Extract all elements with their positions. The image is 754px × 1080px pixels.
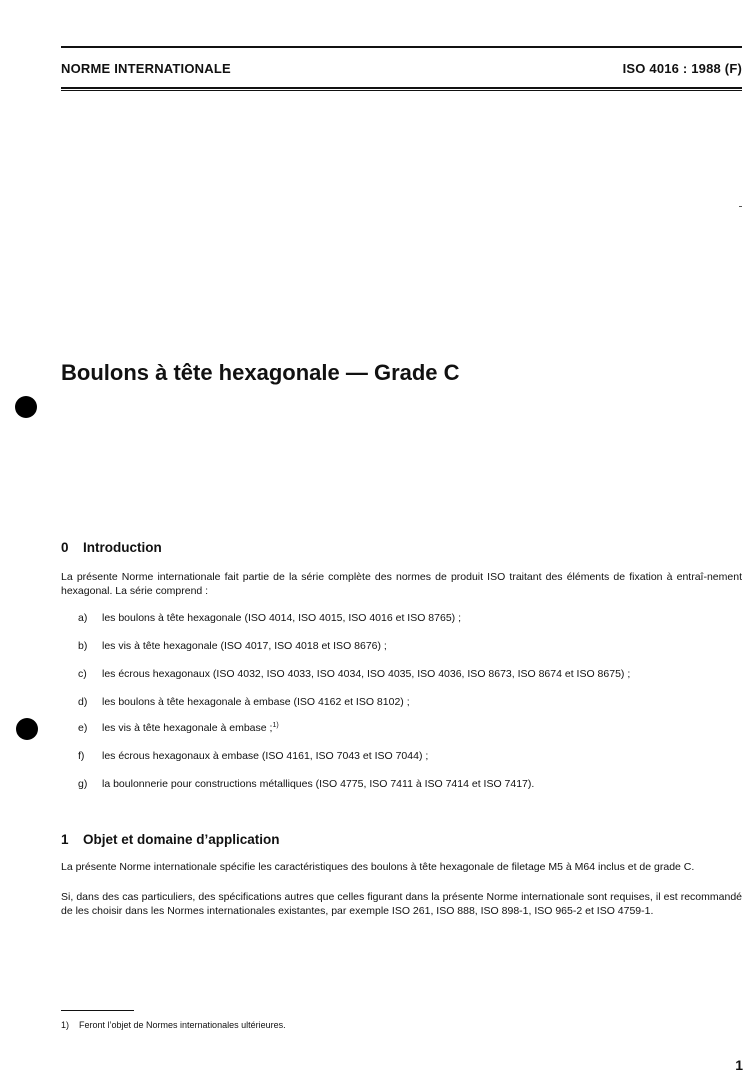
footnote-reference: 1) xyxy=(272,722,279,729)
list-item xyxy=(78,750,428,762)
list-item-text: les boulons à tête hexagonale à embase (ISO 4162 et ISO 8102) ; xyxy=(102,696,410,708)
list-item-label: c) xyxy=(78,668,87,680)
section-heading-introduction xyxy=(61,540,162,555)
footnote xyxy=(61,1020,286,1030)
list-item xyxy=(78,778,534,790)
punch-hole-bottom xyxy=(16,718,38,740)
footnote-marker: 1) xyxy=(61,1020,70,1030)
margin-tick-mark xyxy=(739,206,742,207)
list-item-label: b) xyxy=(78,640,88,652)
list-item xyxy=(78,722,279,734)
list-item-label: a) xyxy=(78,612,88,624)
header-standard-number: ISO 4016 : 1988 (F) xyxy=(622,61,742,76)
page-title: Boulons à tête hexagonale — Grade C xyxy=(61,360,460,385)
list-item xyxy=(78,612,461,624)
list-item xyxy=(78,640,387,652)
header-bottom-rule-thin xyxy=(61,90,742,91)
intro-paragraph: La présente Norme internationale fait partie de la série complète des normes de produit ISO traitant des éléments de fixation à entraî-nement hexagonal. La série comprend : xyxy=(61,571,742,597)
scope-paragraph: Si, dans des cas particuliers, des spécifications autres que celles figurant dans la présente Norme internationale sont requises, il est recommandé de les choisir dans les Normes internationales existantes, par exemple ISO 261, ISO 888, ISO 898-1, ISO 965-2 et ISO 4759-1. xyxy=(61,891,742,917)
list-item-text: les écrous hexagonaux à embase (ISO 4161, ISO 7043 et ISO 7044) ; xyxy=(102,750,429,762)
section-number: 1 xyxy=(61,832,69,847)
list-item-label: g) xyxy=(78,778,88,790)
section-heading-scope xyxy=(61,832,280,847)
list-item-label: f) xyxy=(78,750,85,762)
section-title: Introduction xyxy=(83,540,162,555)
header-standard-type: NORME INTERNATIONALE xyxy=(61,61,231,76)
page-number: 1 xyxy=(735,1057,743,1073)
list-item-text: les vis à tête hexagonale à embase ; xyxy=(102,722,273,734)
list-item-label: e) xyxy=(78,722,88,734)
list-item-text: les boulons à tête hexagonale (ISO 4014, ISO 4015, ISO 4016 et ISO 8765) ; xyxy=(102,612,461,624)
section-number: 0 xyxy=(61,540,69,555)
list-item-text: la boulonnerie pour constructions métalliques (ISO 4775, ISO 7411 à ISO 7414 et ISO 7417). xyxy=(102,778,535,790)
punch-hole-top xyxy=(15,396,37,418)
list-item xyxy=(78,668,630,680)
list-item-text: les écrous hexagonaux (ISO 4032, ISO 4033, ISO 4034, ISO 4035, ISO 4036, ISO 8673, ISO 8674 et ISO 8675) ; xyxy=(102,668,631,680)
header-top-rule xyxy=(61,46,742,48)
footnote-rule xyxy=(61,1010,134,1011)
header-bottom-rule xyxy=(61,87,742,89)
footnote-text: Feront l’objet de Normes internationales ultérieures. xyxy=(79,1020,286,1030)
list-item-text: les vis à tête hexagonale (ISO 4017, ISO 4018 et ISO 8676) ; xyxy=(102,640,387,652)
section-title: Objet et domaine d’application xyxy=(83,832,280,847)
scope-paragraph: La présente Norme internationale spécifie les caractéristiques des boulons à tête hexagonale de filetage M5 à M64 inclus et de grade C. xyxy=(61,861,695,873)
list-item xyxy=(78,696,410,708)
list-item-label: d) xyxy=(78,696,88,708)
